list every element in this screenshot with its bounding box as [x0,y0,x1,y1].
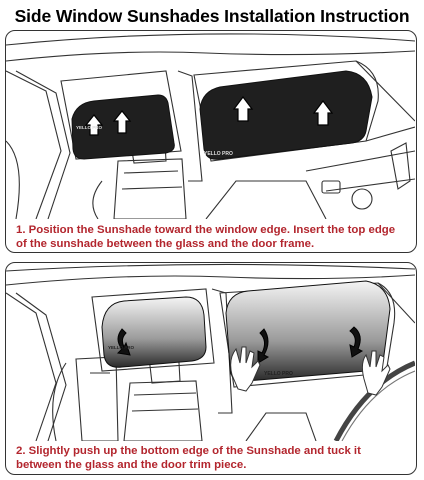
step-2-text: 2. Slightly push up the bottom edge of the Sunshade and tuck it between the glass and the door trim piece. [16,445,361,471]
brand-logo: YELLO PRO [76,125,103,130]
step-1-panel [5,30,417,253]
brand-logo: YELLO PRO [204,151,233,157]
hand-icon [362,351,390,395]
step-1-illustration [6,31,415,219]
brand-logo: YELLO PRO [108,345,135,350]
step-2-panel [5,262,417,475]
step-1-text: 1. Position the Sunshade toward the window edge. Insert the top edge of the sunshade between the glass and the door frame. [16,224,396,250]
brand-logo: YELLO PRO [264,371,293,377]
step-2-illustration [6,263,415,441]
front-sunshade [200,71,372,159]
rear-sunshade [102,297,206,367]
page-title: Side Window Sunshades Installation Instruction [14,6,410,26]
